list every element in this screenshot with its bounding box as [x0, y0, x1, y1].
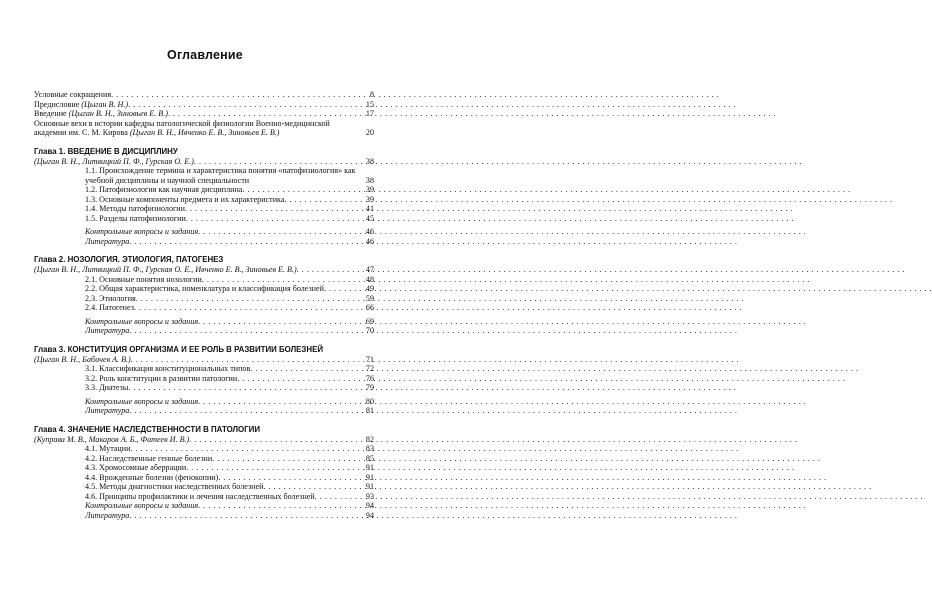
- toc-entry-text: Предисловие: [34, 99, 82, 109]
- dot-leader: [128, 100, 358, 110]
- dot-leader: [198, 317, 358, 327]
- toc-entry-text: 4.6. Принципы профилактики и лечения наследственных болезней: [85, 491, 315, 501]
- toc-entry[interactable]: [34, 204, 374, 214]
- toc-page-number: 49: [365, 284, 374, 293]
- toc-entry-text: Контрольные вопросы и задания: [85, 316, 199, 326]
- toc-entry-text: 1.4. Методы патофизиологии: [85, 204, 185, 213]
- toc-page-number: 46: [365, 227, 374, 236]
- dot-leader: [168, 109, 358, 119]
- toc-entry-text: 4.5. Методы диагностики наследственных болезней: [85, 482, 264, 491]
- toc-entry[interactable]: [34, 463, 374, 473]
- toc-page-number: 17: [365, 109, 374, 118]
- toc-page-number: 76: [365, 373, 374, 383]
- toc-entry[interactable]: [34, 275, 374, 285]
- toc-entry[interactable]: [34, 482, 374, 492]
- dot-leader: [212, 454, 358, 464]
- toc-entry-text: 3.2. Роль конституции в развитии патологии: [85, 373, 238, 383]
- chapter-heading[interactable]: Глава 2. НОЗОЛОГИЯ. ЭТИОЛОГИЯ, ПАТОГЕНЕЗ: [34, 255, 224, 264]
- toc-page-number: 69: [365, 316, 374, 326]
- toc-entry[interactable]: [34, 326, 374, 336]
- toc-entry[interactable]: [34, 100, 374, 110]
- toc-entry-author: (Цыган В. Н., Ивченко Е. В., Зиновьев Е. В.): [129, 128, 280, 137]
- dot-leader: [297, 265, 358, 275]
- toc-page-number: 38: [365, 175, 374, 185]
- dot-leader: [218, 473, 358, 483]
- dot-leader: [237, 374, 358, 384]
- toc-page-number: 41: [365, 204, 374, 213]
- dot-leader: [186, 214, 358, 224]
- toc-page-number: 71: [365, 354, 374, 364]
- toc-entry[interactable]: [34, 454, 374, 464]
- dot-leader: [189, 435, 358, 445]
- toc-entry-text: 3.3. Диатезы: [85, 383, 129, 392]
- toc-entry[interactable]: [34, 195, 374, 205]
- toc-page-number: 93: [365, 491, 374, 501]
- toc-page-number: 46: [365, 236, 374, 246]
- page-title: Оглавление: [167, 48, 243, 62]
- dot-leader: [250, 364, 358, 374]
- toc-page-number: 82: [365, 434, 374, 444]
- toc-entry[interactable]: [34, 406, 374, 416]
- dot-leader: [263, 482, 358, 492]
- toc-entry-text: 4.4. Врожденные болезни (фенокопии): [85, 472, 219, 482]
- toc-entry-text: 1.5. Разделы патофизиологии: [85, 213, 186, 223]
- dot-leader: [198, 227, 358, 237]
- chapter-heading[interactable]: Глава 3. КОНСТИТУЦИЯ ОРГАНИЗМА И ЕЕ РОЛЬ В РАЗВИТИИ БОЛЕЗНЕЙ: [34, 344, 323, 354]
- toc-entry[interactable]: [34, 317, 374, 327]
- toc-page-number: 94: [365, 510, 374, 520]
- toc-entry-text: Условные сокращения: [34, 90, 112, 99]
- dot-leader: [136, 294, 358, 304]
- toc-entry[interactable]: [34, 501, 374, 511]
- toc-page-number: 83: [365, 444, 374, 453]
- toc-entry-author: (Цыган В. Н., Зиновьев Е. В.): [68, 109, 168, 118]
- toc-page-number: 79: [365, 383, 374, 392]
- toc-entry[interactable]: [34, 444, 374, 454]
- toc-entry[interactable]: [34, 383, 374, 393]
- toc-entry[interactable]: [34, 294, 374, 304]
- toc-entry[interactable]: [34, 303, 374, 313]
- toc-page-number: 38: [365, 156, 374, 166]
- dot-leader: [202, 275, 358, 285]
- dot-leader: [130, 444, 358, 454]
- dot-leader: [315, 492, 358, 502]
- dot-leader: [129, 237, 358, 247]
- toc-entry-text: Введение: [34, 109, 69, 118]
- toc-page-number: 66: [365, 303, 374, 312]
- toc-page-number: 47: [365, 265, 374, 274]
- toc-entry[interactable]: [34, 374, 374, 384]
- dot-leader: [131, 355, 358, 365]
- toc-page-number: 91: [365, 482, 374, 491]
- toc-entry-text: 2.1. Основные понятия нозологии: [85, 274, 202, 284]
- toc-entry-text: Литература: [85, 406, 130, 415]
- chapter-authors-text: (Куправа М. В., Макаров А. Б., Фатеев И. В.): [34, 434, 190, 444]
- toc-entry[interactable]: [34, 119, 374, 138]
- chapter-heading[interactable]: Глава 4. ЗНАЧЕНИЕ НАСЛЕДСТВЕННОСТИ В ПАТОЛОГИИ: [34, 424, 260, 434]
- toc-entry[interactable]: [34, 364, 374, 374]
- toc-entry-text: 4.2. Наследственные генные болезни: [85, 453, 213, 463]
- toc-entry-text: Контрольные вопросы и задания: [85, 227, 199, 236]
- toc-entry-text: Контрольные вопросы и задания: [85, 501, 199, 510]
- toc-page-number: 81: [365, 406, 374, 415]
- toc-entry-text: 4.3. Хромосомные аберрации: [85, 463, 187, 472]
- toc-page-number: 70: [365, 326, 374, 335]
- chapter-authors: [34, 157, 374, 167]
- document-page: [0, 0, 410, 590]
- dot-leader: [185, 204, 358, 214]
- toc-entry-text: Литература: [85, 510, 130, 520]
- toc-entry[interactable]: [34, 185, 374, 195]
- toc-entry-text: 2.3. Этиология: [85, 293, 136, 303]
- dot-leader: [129, 511, 358, 521]
- dot-leader: [129, 326, 358, 336]
- toc-entry-text: 1.2. Патофизиология как научная дисциплина: [85, 185, 243, 194]
- toc-entry[interactable]: [34, 109, 374, 119]
- chapter-authors-text: (Цыган В. Н., Литвицкий П. Ф., Гурская О. Е., Ивченко Е. В., Зиновьев Е. В.): [34, 265, 297, 274]
- dot-leader: [186, 463, 358, 473]
- toc-entry-text: 3.1. Классификация конституциональных типов: [85, 364, 251, 373]
- toc-page-number: 15: [365, 99, 374, 109]
- dot-leader: [198, 501, 358, 511]
- toc-entry[interactable]: [34, 492, 374, 502]
- chapter-authors-text: (Цыган В. Н., Литвицкий П. Ф., Гурская О. Е.): [34, 156, 194, 166]
- toc-page-number: 45: [365, 213, 374, 223]
- dot-leader: [284, 195, 358, 205]
- toc-entry[interactable]: [34, 284, 374, 294]
- toc-page-number: 39: [365, 194, 374, 204]
- toc-entry[interactable]: [34, 511, 374, 521]
- toc-entry[interactable]: [34, 166, 374, 185]
- toc-entry[interactable]: [34, 90, 374, 100]
- chapter-authors: [34, 435, 374, 445]
- toc-entry-text: Литература: [85, 236, 130, 246]
- dot-leader: [194, 157, 358, 167]
- toc-entry-text: 4.1. Мутации: [85, 444, 131, 453]
- toc-entry[interactable]: [34, 473, 374, 483]
- dot-leader: [242, 185, 358, 195]
- toc-entry[interactable]: [34, 397, 374, 407]
- toc-page-number: 39: [365, 185, 374, 194]
- toc-page-number: 8: [369, 90, 374, 99]
- dot-leader: [324, 284, 358, 294]
- toc-entry-text: Литература: [85, 326, 130, 335]
- table-of-contents: [34, 90, 374, 520]
- toc-entry-text: Контрольные вопросы и задания: [85, 396, 199, 406]
- toc-page-number: 59: [365, 293, 374, 303]
- toc-entry[interactable]: [34, 227, 374, 237]
- toc-page-number: 80: [365, 396, 374, 406]
- toc-page-number: 85: [365, 453, 374, 463]
- dot-leader: [128, 383, 358, 393]
- dot-leader: [198, 397, 358, 407]
- toc-entry-text: Основные вехи в истории кафедры патологической физиологии Военно-медицинской академии им. С. М. Кирова: [34, 118, 330, 137]
- dot-leader: [111, 90, 358, 100]
- dot-leader: [129, 406, 358, 416]
- chapter-authors: [34, 265, 374, 275]
- toc-entry-author: (Цыган В. Н.): [81, 99, 129, 109]
- dot-leader: [134, 303, 358, 313]
- toc-page-number: 91: [365, 472, 374, 482]
- toc-page-number: 72: [365, 364, 374, 373]
- toc-entry-text: 2.4. Патогенез: [85, 303, 134, 312]
- toc-page-number: 20: [365, 128, 374, 137]
- toc-page-number: 48: [365, 274, 374, 284]
- toc-page-number: 94: [365, 501, 374, 510]
- toc-entry[interactable]: [34, 214, 374, 224]
- toc-entry-text: 1.3. Основные компоненты предмета и их характеристика: [85, 194, 285, 204]
- chapter-authors: [34, 355, 374, 365]
- chapter-heading[interactable]: Глава 1. ВВЕДЕНИЕ В ДИСЦИПЛИНУ: [34, 146, 178, 156]
- chapter-authors-text: (Цыган В. Н., Бабичев А. В.): [34, 354, 131, 364]
- toc-entry-text: 2.2. Общая характеристика, номенклатура и классификация болезней: [85, 284, 324, 293]
- toc-entry[interactable]: [34, 237, 374, 247]
- toc-page-number: 91: [365, 463, 374, 472]
- toc-entry-text: 1.1. Происхождение термина и характеристика понятия «патофизиология» как учебной дисциплины и научной специальности: [85, 166, 356, 185]
